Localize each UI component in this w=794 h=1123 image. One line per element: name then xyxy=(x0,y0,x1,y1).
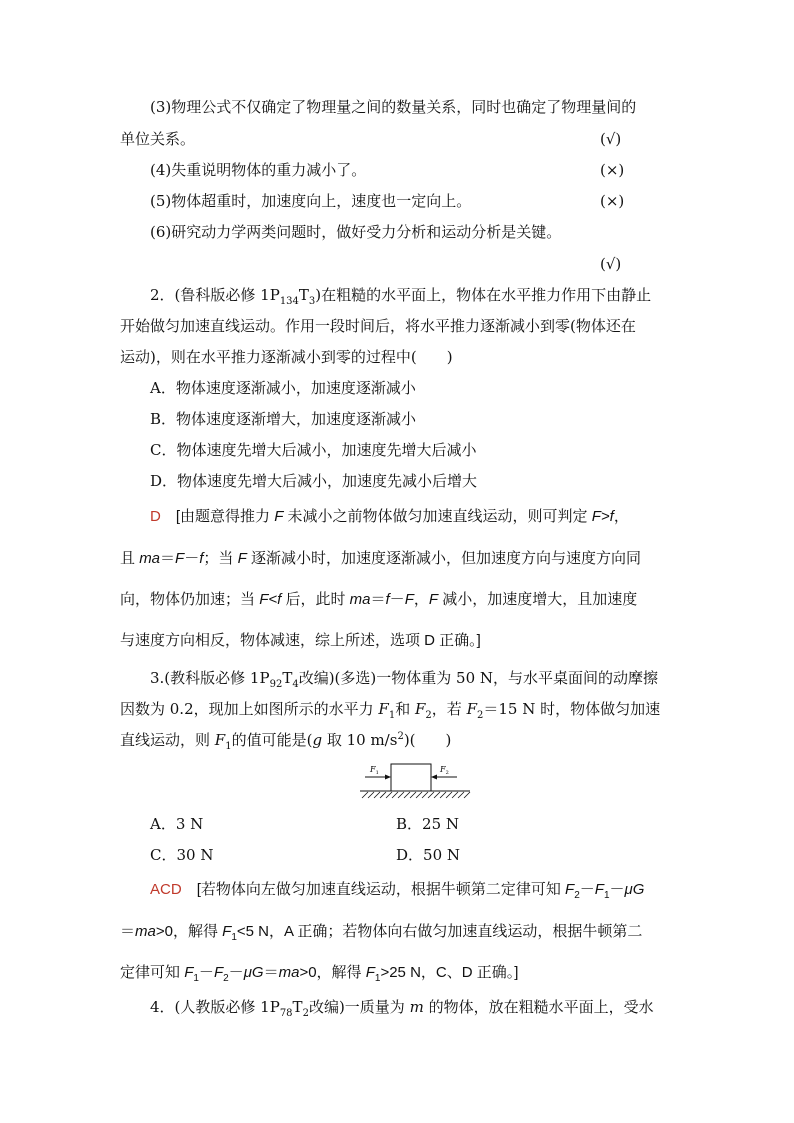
q2-option-d: D．物体速度先增大后减小，加速度先减小后增大 xyxy=(150,472,478,490)
label-f2: $F_2$ xyxy=(440,765,449,776)
q2-explanation-line1: D [由题意得推力 F 未减小之前物体做匀加速直线运动，则可判定 F>f， xyxy=(150,508,629,525)
q3-answer: ACD xyxy=(150,881,182,898)
q2-explanation-line4: 与速度方向相反，物体减速，综上所述，选项 D 正确。] xyxy=(120,632,481,649)
q1-item3-line2: 单位关系。 xyxy=(120,130,196,148)
q3-option-b: B．25 N xyxy=(396,815,460,833)
q2-explanation-line3: 向，物体仍加速；当 F<f 后，此时 ma＝f－F，F 减小，加速度增大，且加速度 xyxy=(120,591,638,608)
block xyxy=(391,764,431,791)
q3-stem-line1: 3.(教科版必修 $1P_{92}T_4$改编)(多选)一物体重为 50 N，与水平桌面间的动摩擦 xyxy=(150,669,659,690)
q3-stem-line2: 因数为 0.2，现加上如图所示的水平力 $F_1$和 $F_2$，若 $F_2=15$ N 时，物体做匀加速 xyxy=(120,700,661,721)
force-f2-arrow xyxy=(431,775,457,780)
ground-hatching xyxy=(362,792,470,798)
q3-stem-line3: 直线运动，则 $F_1$的值可能是(g 取 10 $m/s^2$)( ) xyxy=(120,731,452,752)
q3-explanation-line1: ACD [若物体向左做匀加速直线运动，根据牛顿第二定律可知 $F_2-F_1-\mu G$ xyxy=(150,881,645,901)
q2-stem-line1: 2．(鲁科版必修 $1P_{134}T_3$)在粗糙的水平面上，物体在水平推力作用下由静止 xyxy=(150,286,652,307)
q1-item6: (6)研究动力学两类问题时，做好受力分析和运动分析是关键。 xyxy=(150,223,562,241)
label-f1: $F_1$ xyxy=(370,765,379,776)
q1-item4: (4)失重说明物体的重力减小了。 xyxy=(150,161,367,179)
q1-item3-line1: (3)物理公式不仅确定了物理量之间的数量关系，同时也确定了物理量间的 xyxy=(150,98,637,116)
q1-item4-mark: (×) xyxy=(600,161,625,179)
q2-stem-line2: 开始做匀加速直线运动。作用一段时间后，将水平推力逐渐减小到零(物体还在 xyxy=(120,317,636,335)
q4-stem-line1: 4．(人教版必修 $1P_{78}T_2$改编)一质量为 m 的物体，放在粗糙水平面上，受水 xyxy=(150,998,654,1019)
q2-answer: D xyxy=(150,508,161,525)
q2-option-c: C．物体速度先增大后减小，加速度先增大后减小 xyxy=(150,441,477,459)
q2-explanation-line2: 且 ma＝F－f；当 F 逐渐减小时，加速度逐渐减小，但加速度方向与速度方向同 xyxy=(120,550,641,567)
q3-option-c: C．30 N xyxy=(150,846,214,864)
q1-item5-mark: (×) xyxy=(600,192,625,210)
q1-item6-mark: (√) xyxy=(600,255,622,273)
q3-explanation-line2: ＝ma>0，解得 $F_1<5$ N，A 正确；若物体向右做匀加速直线运动，根据牛顿第二 xyxy=(120,923,643,943)
q2-stem-line3: 运动)，则在水平推力逐渐减小到零的过程中( ) xyxy=(120,348,453,366)
force-diagram xyxy=(360,762,472,802)
q3-option-a: A．3 N xyxy=(150,815,204,833)
q1-item5: (5)物体超重时，加速度向上，速度也一定向上。 xyxy=(150,192,472,210)
q2-option-b: B．物体速度逐渐增大，加速度逐渐减小 xyxy=(150,410,417,428)
q1-item3-mark: (√) xyxy=(600,130,622,148)
q3-option-d: D．50 N xyxy=(396,846,461,864)
q2-option-a: A．物体速度逐渐减小，加速度逐渐减小 xyxy=(150,379,416,397)
q3-explanation-line3: 定律可知 $F_1-F_2-\mu G=ma>0$，解得 $F_1>25$ N，C、D 正确。] xyxy=(120,964,519,984)
